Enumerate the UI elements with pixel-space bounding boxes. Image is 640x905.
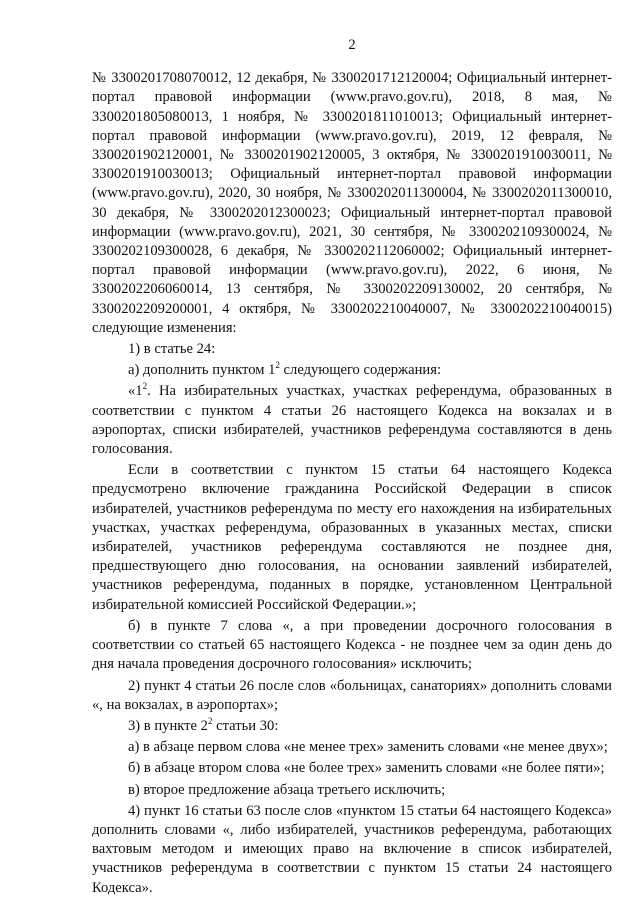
page-number: 2 bbox=[348, 37, 356, 53]
paragraph-text: а) дополнить пунктом 1 bbox=[128, 362, 276, 379]
superscript: 2 bbox=[142, 381, 148, 392]
document-page bbox=[92, 36, 612, 898]
paragraph-item-2: 2) пункт 4 статьи 26 после слов «больницах, санаториях» дополнить словами «, на вокзалах, в аэропортах»; bbox=[92, 677, 612, 713]
paragraph-second-paragraph: Если в соответствии с пунктом 15 статьи 64 настоящего Кодекса предусмотрено включение гражданина Российской Федерации в список избирателей, участников референдума по месту его нахождения на избирательных участках, участках референдума, образованных в указанных местах, списки избирателей, участников референдума составляются не позднее дня, предшествующего дню голосования, на основании заявлений избирателей, участников референдума, поданных в порядке, установленном Центральной избирательной комиссией Российской Федерации.»; bbox=[92, 462, 612, 613]
paragraph-text: статьи 30: bbox=[212, 717, 279, 734]
paragraph-item-3 bbox=[92, 717, 612, 736]
paragraph-item-1a bbox=[92, 361, 612, 380]
paragraph-item-1b: б) в пункте 7 слова «, а при проведении досрочного голосования в соответствии со статьей 65 настоящего Кодекса - не позднее чем за один день до дня начала проведения досрочного голосования» исключить; bbox=[92, 617, 612, 673]
paragraph-item-3a: а) в абзаце первом слова «не менее трех» заменить словами «не менее двух»; bbox=[128, 739, 608, 756]
paragraph-item-1: 1) в статье 24: bbox=[128, 341, 216, 358]
paragraph-text: «1 bbox=[128, 383, 143, 400]
superscript: 2 bbox=[207, 716, 213, 727]
paragraph-text: следующего содержания: bbox=[279, 362, 442, 379]
superscript: 2 bbox=[275, 360, 280, 371]
paragraph-item-4: 4) пункт 16 статьи 63 после слов «пунктом 15 статьи 64 настоящего Кодекса» дополнить словами «, либо избирателей, участников референдума, работающих вахтовым методом и имеющих право на включение в список избирателей, участников референдума в соответствии с пунктом 15 статьи 24 настоящего Кодекса». bbox=[92, 802, 612, 896]
paragraph-new-point bbox=[92, 382, 612, 459]
paragraph-text: 3) в пункте 2 bbox=[128, 717, 208, 734]
paragraph-item-3c: в) второе предложение абзаца третьего исключить; bbox=[128, 781, 446, 798]
paragraph-text: . На избирательных участках, участках референдума, образованных в соответствии с пунктом 4 статьи 26 настоящего Кодекса на вокзалах и в аэропортах, списки избирателей, участников референдума составляются в день голосования. bbox=[92, 383, 612, 458]
paragraph-continuation: № 3300201708070012, 12 декабря, № 3300201712120004; Официальный интернет-портал правовой информации (www.pravo.gov.ru), 2018, 8 мая, № 3300201805080013, 1 ноября, № 3300201811010013; Официальный интернет-портал правовой информации (www.pravo.gov.ru), 2019, 12 февраля, № 3300201902120001, № 3300201902120005, 3 октября, № 3300201910030011, № 3300201910030013; Официальный интернет-портал правовой информации (www.pravo.gov.ru), 2020, 30 ноября, № 3300202011300004, № 3300202011300010, 30 декабря, № 3300202012300023; Официальный интернет-портал правовой информации (www.pravo.gov.ru), 2021, 30 сентября, № 3300202109300024, № 3300202109300028, 6 декабря, № 3300202112060002; Официальный интернет-портал правовой информации (www.pravo.gov.ru), 2022, 6 июня, № 3300202206060014, 13 сентября, № 3300202209130002, 20 сентября, № 3300202209200001, 4 октября, № 3300202210040007, № 3300202210040015) следующие изменения: bbox=[92, 70, 612, 336]
paragraph-item-3b: б) в абзаце втором слова «не более трех» заменить словами «не более пяти»; bbox=[128, 760, 605, 777]
